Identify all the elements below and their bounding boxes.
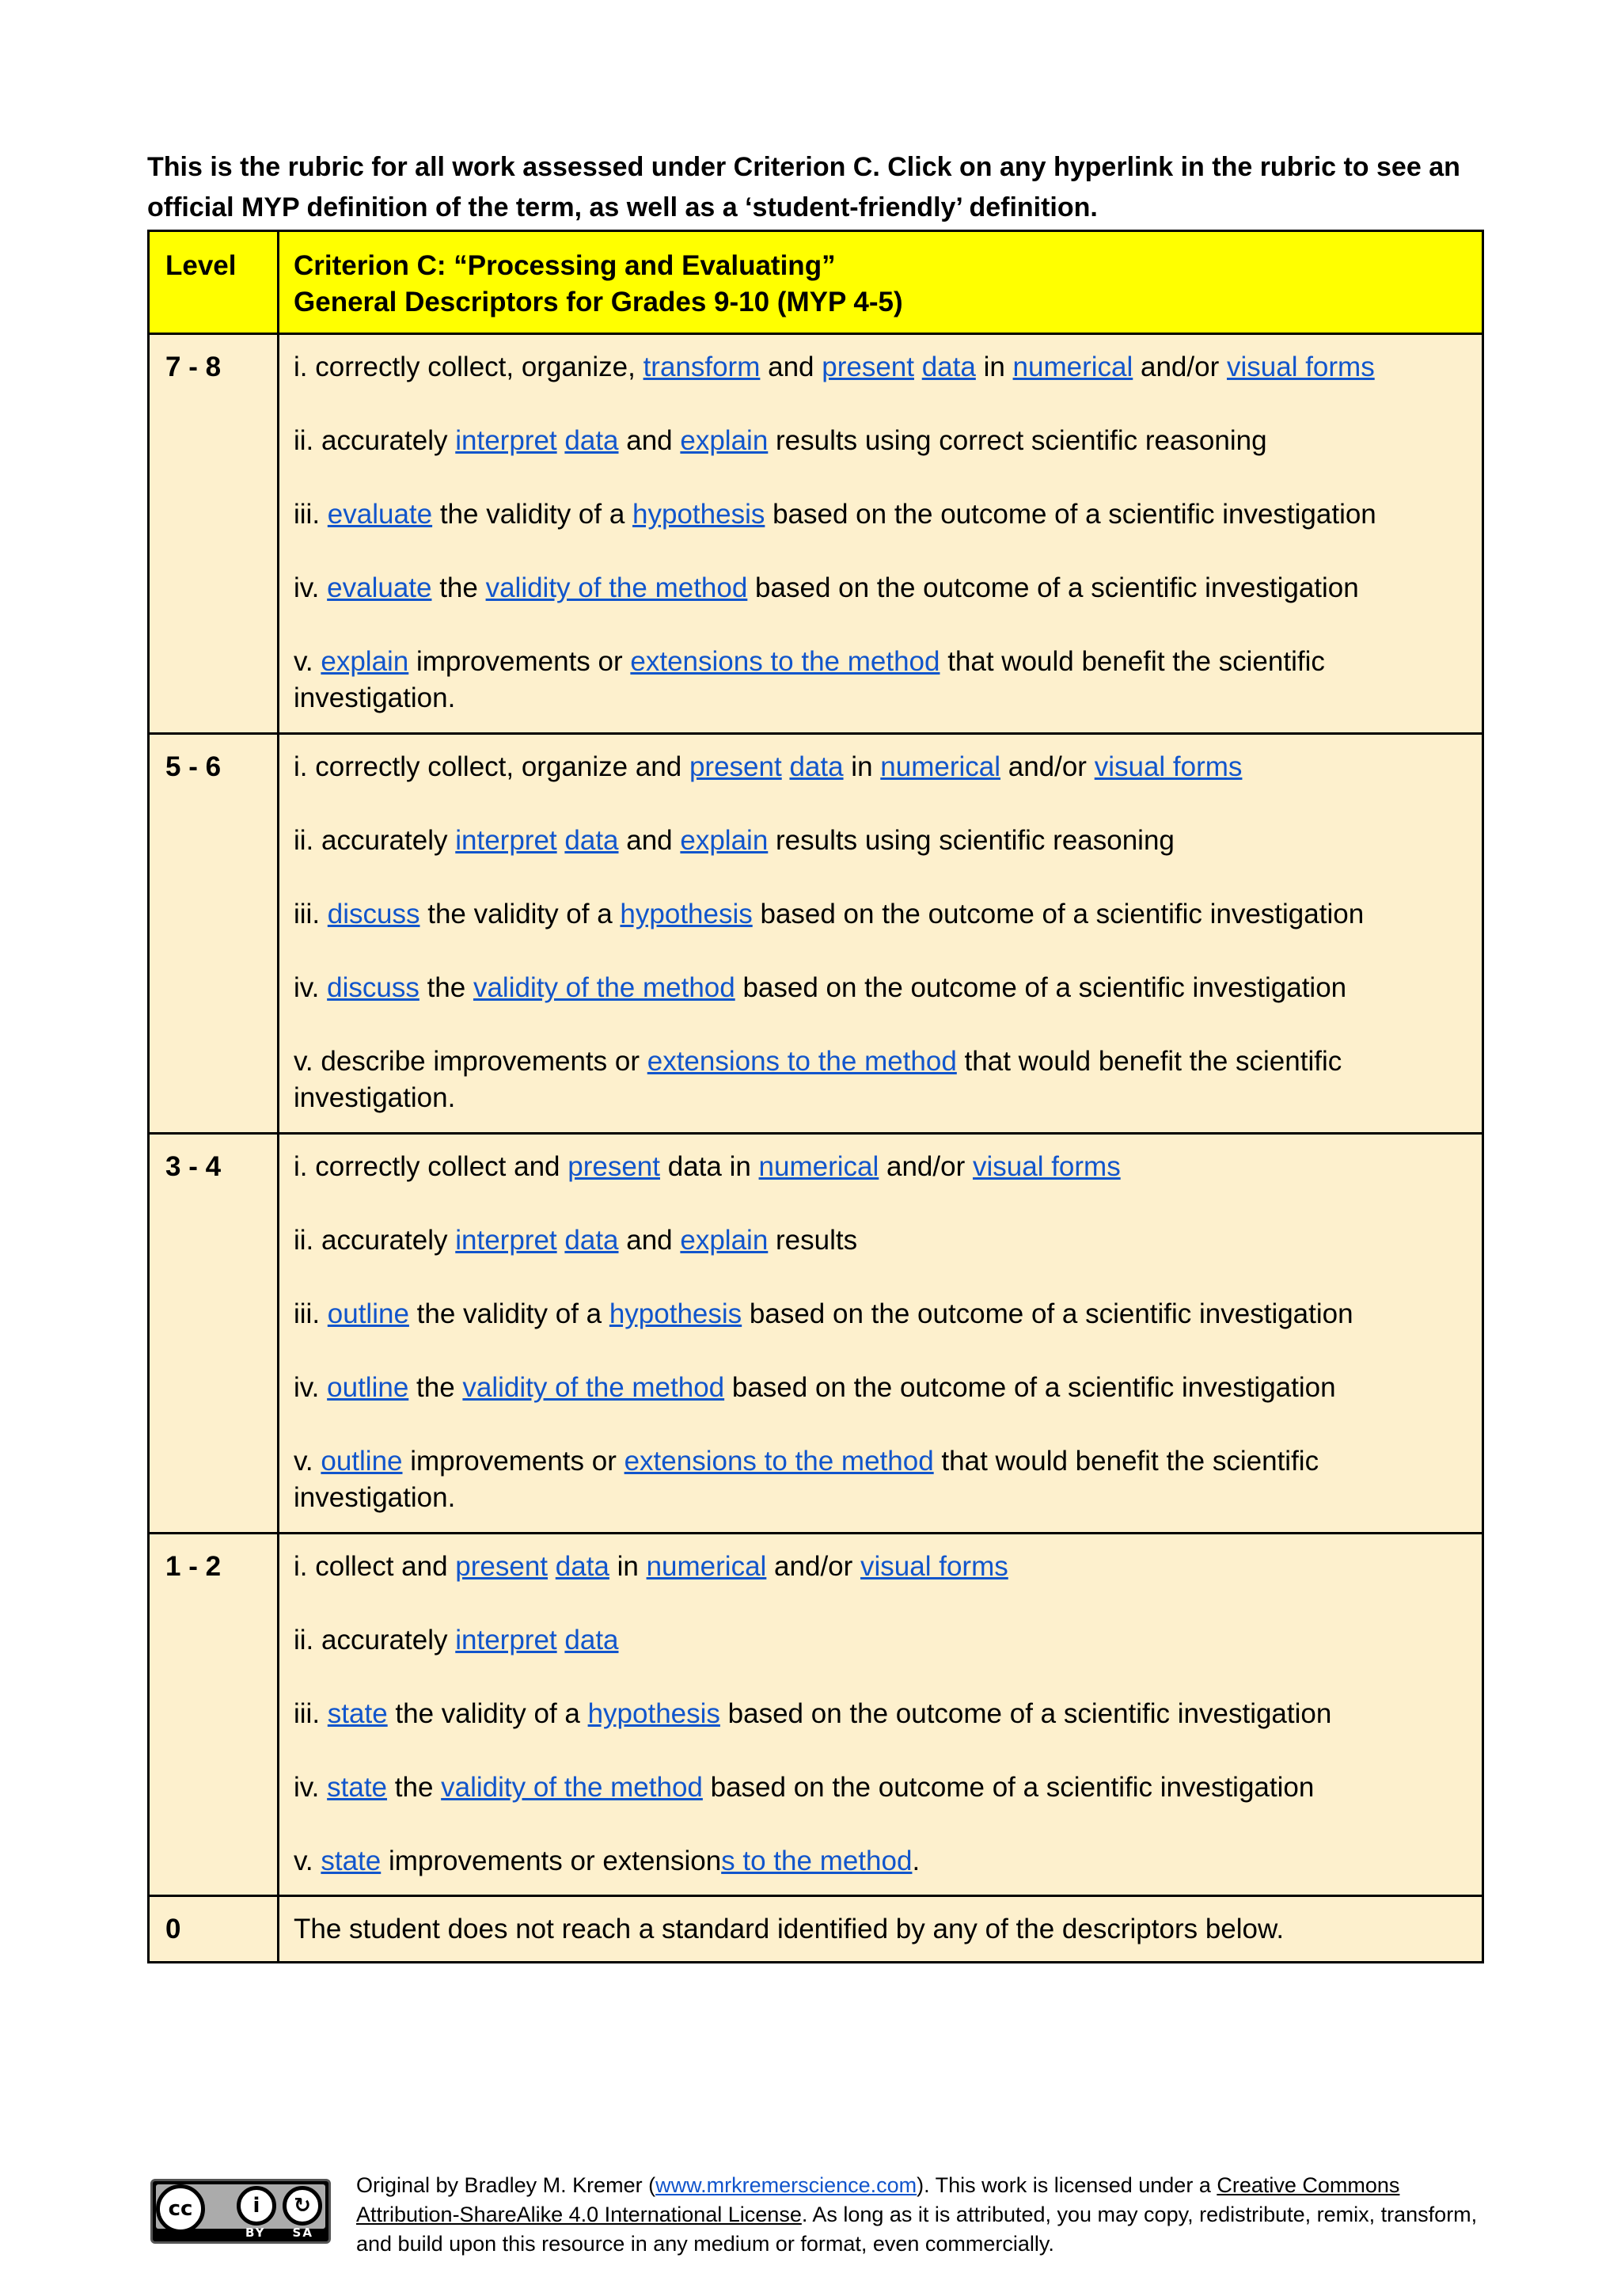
term-link-explain[interactable]: explain: [680, 825, 769, 856]
term-link-transform[interactable]: transform: [643, 352, 761, 382]
term-link-interpret[interactable]: interpret: [455, 1625, 557, 1655]
descriptor-item: [294, 749, 1466, 785]
by-attribution-icon: i: [237, 2186, 276, 2226]
level-header: Level: [149, 231, 279, 334]
descriptor-text: iv.: [294, 972, 328, 1003]
term-link-data[interactable]: data: [789, 751, 844, 782]
descriptor-text: improvements or: [408, 646, 631, 677]
term-link-discuss[interactable]: discuss: [327, 899, 420, 929]
descriptor-text: i. correctly collect, organize,: [294, 352, 643, 382]
descriptor-text: improvements or: [402, 1446, 624, 1477]
descriptor-text: .: [912, 1846, 921, 1876]
descriptor-item: [294, 1843, 1466, 1880]
term-link-outline[interactable]: outline: [321, 1446, 403, 1477]
term-link-present[interactable]: present: [822, 352, 914, 382]
descriptor-text: based on the outcome of a scientific investigation: [719, 1698, 1332, 1729]
term-link-hypothesis[interactable]: hypothesis: [609, 1298, 742, 1329]
term-link-visual-forms[interactable]: visual forms: [1226, 352, 1375, 382]
sa-label: SA: [292, 2226, 313, 2240]
descriptor-cell: [279, 334, 1483, 734]
term-link-validity-of-the-method[interactable]: validity of the method: [473, 972, 735, 1003]
descriptor-text: that would benefit the scientific investigation.: [294, 1446, 1319, 1513]
term-link-data[interactable]: data: [564, 1225, 619, 1256]
descriptor-text: results: [768, 1225, 858, 1256]
descriptor-text: iii.: [294, 1298, 328, 1329]
descriptor-text: [557, 825, 565, 856]
cc-by-sa-badge-icon[interactable]: [150, 2179, 331, 2244]
band-row-7-8: [149, 334, 1483, 734]
intro-text: This is the rubric for all work assessed under Criterion C. Click on any hyperlink in the rubric to see an official MYP definition of the term, as well as a ‘student-friendly’ definition.: [147, 152, 1460, 222]
descriptor-text: the validity of a: [387, 1698, 588, 1729]
descriptor-item: [294, 1149, 1466, 1185]
term-link-hypothesis[interactable]: hypothesis: [587, 1698, 720, 1729]
term-link-hypothesis[interactable]: hypothesis: [620, 899, 753, 929]
descriptor-text: and: [618, 1225, 681, 1256]
level-cell: 3 - 4: [149, 1134, 279, 1534]
rubric-table: [147, 230, 1484, 1963]
band-row-3-4: [149, 1134, 1483, 1534]
descriptor-item: [294, 1622, 1466, 1659]
descriptor-text: based on the outcome of a scientific investigation: [747, 572, 1359, 603]
descriptor-text: results using correct scientific reasoning: [768, 425, 1267, 456]
term-link-numerical[interactable]: numerical: [1012, 352, 1133, 382]
descriptor-item: [294, 1043, 1466, 1116]
descriptor-text: v. describe improvements or: [294, 1046, 647, 1077]
descriptor-text: the validity of a: [419, 899, 621, 929]
level-cell: 5 - 6: [149, 734, 279, 1134]
descriptor-text: that would benefit the scientific investigation.: [294, 1046, 1342, 1113]
website-link[interactable]: www.mrkremerscience.com: [655, 2173, 917, 2197]
term-link-numerical[interactable]: numerical: [880, 751, 1000, 782]
descriptor-item: [294, 1443, 1466, 1516]
descriptor-item: [294, 644, 1466, 717]
license-footer: [356, 2171, 1480, 2259]
descriptor-text: based on the outcome of a scientific investigation: [765, 499, 1376, 530]
descriptor-text: [914, 352, 922, 382]
term-link-validity-of-the-method[interactable]: validity of the method: [485, 572, 748, 603]
term-link-present[interactable]: present: [568, 1151, 660, 1182]
descriptor-text: that would benefit the scientific investigation.: [294, 646, 1325, 713]
descriptor-text: data in: [660, 1151, 759, 1182]
band-row-1-2: [149, 1534, 1483, 1896]
term-link-data[interactable]: data: [555, 1551, 609, 1582]
sa-sharealike-icon: ↻: [283, 2186, 322, 2226]
level-cell: 1 - 2: [149, 1534, 279, 1896]
term-link-state[interactable]: state: [321, 1846, 382, 1876]
term-link-present[interactable]: present: [455, 1551, 549, 1582]
descriptor-text: ii. accurately: [294, 825, 456, 856]
term-link-present[interactable]: present: [689, 751, 782, 782]
descriptor-cell: [279, 734, 1483, 1134]
descriptor-text: [557, 425, 565, 456]
term-link-extensions-to-the-method[interactable]: extensions to the method: [647, 1046, 957, 1077]
term-link-outline[interactable]: outline: [327, 1372, 409, 1403]
term-link-evaluate[interactable]: evaluate: [327, 572, 432, 603]
band-row-0: [149, 1896, 1483, 1963]
descriptor-text: ii. accurately: [294, 425, 456, 456]
descriptor-text: iii.: [294, 499, 328, 530]
descriptor-text: i. correctly collect, organize and: [294, 751, 689, 782]
descriptor-text: and/or: [766, 1551, 861, 1582]
descriptor-text: in: [609, 1551, 647, 1582]
descriptor-item: [294, 496, 1466, 533]
descriptor-text: and: [760, 352, 822, 382]
level-cell: 7 - 8: [149, 334, 279, 734]
descriptor-text: and/or: [1000, 751, 1095, 782]
descriptor-text: v.: [294, 1446, 321, 1477]
term-link-validity-of-the-method[interactable]: validity of the method: [462, 1372, 725, 1403]
descriptor-item: [294, 970, 1466, 1006]
term-link-validity-of-the-method[interactable]: validity of the method: [441, 1772, 703, 1803]
term-link-discuss[interactable]: discuss: [327, 972, 419, 1003]
descriptor-text: iv.: [294, 1772, 328, 1803]
descriptor-text: based on the outcome of a scientific investigation: [735, 972, 1347, 1003]
criterion-subtitle: General Descriptors for Grades 9-10 (MYP 4-5): [294, 287, 903, 317]
descriptor-text: the: [387, 1772, 442, 1803]
term-link-evaluate[interactable]: evaluate: [327, 499, 433, 530]
footer-text-3: . As long as it is attributed, you may copy, redistribute, remix, transform, and build upon this resource in any medium or format, even commercially.: [356, 2203, 1478, 2256]
descriptor-text: and: [618, 425, 681, 456]
descriptor-text: based on the outcome of a scientific investigation: [724, 1372, 1336, 1403]
descriptor-text: iv.: [294, 1372, 328, 1403]
descriptor-text: the: [431, 572, 486, 603]
descriptor-text: [557, 1625, 565, 1655]
descriptor-text: and: [618, 825, 681, 856]
term-link-interpret[interactable]: interpret: [455, 825, 557, 856]
descriptor-text: i. collect and: [294, 1551, 456, 1582]
term-link-visual-forms[interactable]: visual forms: [860, 1551, 1008, 1582]
descriptor-text: based on the outcome of a scientific investigation: [742, 1298, 1353, 1329]
term-link-explain[interactable]: explain: [680, 1225, 769, 1256]
term-link-interpret[interactable]: interpret: [455, 1225, 557, 1256]
descriptor-text: the validity of a: [432, 499, 633, 530]
descriptor-text: in: [843, 751, 881, 782]
term-link-explain[interactable]: explain: [680, 425, 769, 456]
rubric-header-row: [149, 231, 1483, 334]
descriptor-text: iv.: [294, 572, 328, 603]
descriptor-text: v.: [294, 1846, 321, 1876]
term-link-state[interactable]: state: [327, 1772, 388, 1803]
term-link-interpret[interactable]: interpret: [455, 425, 557, 456]
descriptor-cell: The student does not reach a standard identified by any of the descriptors below.: [279, 1896, 1483, 1963]
by-label: BY: [245, 2226, 266, 2240]
descriptor-item: [294, 1296, 1466, 1332]
descriptor-item: [294, 570, 1466, 606]
term-link-visual-forms[interactable]: visual forms: [1094, 751, 1243, 782]
descriptor-item: [294, 1549, 1466, 1585]
term-link-explain[interactable]: explain: [321, 646, 409, 677]
descriptor-text: based on the outcome of a scientific investigation: [702, 1772, 1315, 1803]
level-cell: 0: [149, 1896, 279, 1963]
descriptor-text: iii.: [294, 899, 328, 929]
descriptor-text: the: [419, 972, 473, 1003]
descriptor-item: [294, 1370, 1466, 1406]
descriptor-text: improvements or extension: [381, 1846, 722, 1876]
descriptor-text: results using scientific reasoning: [768, 825, 1175, 856]
descriptor-text: iii.: [294, 1698, 328, 1729]
descriptor-text: in: [975, 352, 1013, 382]
descriptor-text: the: [408, 1372, 463, 1403]
descriptor-text: ii. accurately: [294, 1225, 456, 1256]
descriptor-text: v.: [294, 646, 321, 677]
term-link-outline[interactable]: outline: [327, 1298, 409, 1329]
term-link-numerical[interactable]: numerical: [758, 1151, 879, 1182]
descriptor-item: [294, 349, 1466, 386]
term-link-hypothesis[interactable]: hypothesis: [632, 499, 765, 530]
descriptor-text: [782, 751, 790, 782]
criterion-title: Criterion C: “Processing and Evaluating”: [294, 250, 836, 281]
term-link-extensions-to-the-method[interactable]: extensions to the method: [630, 646, 940, 677]
descriptor-item: [294, 823, 1466, 859]
descriptor-item: [294, 423, 1466, 459]
descriptor-item: [294, 1770, 1466, 1806]
criterion-header: [279, 231, 1483, 334]
descriptor-text: i. correctly collect and: [294, 1151, 568, 1182]
descriptor-item: [294, 1696, 1466, 1732]
license-link[interactable]: Creative Commons Attribution-ShareAlike 4.0 International License: [356, 2173, 1400, 2226]
descriptor-text: [548, 1551, 556, 1582]
term-link-extensions-to-the-method[interactable]: extensions to the method: [624, 1446, 934, 1477]
descriptor-text: the validity of a: [408, 1298, 609, 1329]
term-link-numerical[interactable]: numerical: [646, 1551, 767, 1582]
term-link-data[interactable]: data: [564, 425, 619, 456]
term-link-data[interactable]: data: [921, 352, 976, 382]
footer-text-2: ). This work is licensed under a: [917, 2173, 1217, 2197]
term-link-visual-forms[interactable]: visual forms: [972, 1151, 1121, 1182]
descriptor-text: and/or: [879, 1151, 973, 1182]
descriptor-text: based on the outcome of a scientific investigation: [752, 899, 1365, 929]
badge-labels: [232, 2226, 327, 2240]
term-link-data[interactable]: data: [564, 825, 619, 856]
descriptor-text: [557, 1225, 565, 1256]
band-row-5-6: [149, 734, 1483, 1134]
descriptor-item: [294, 896, 1466, 933]
descriptor-text: ii. accurately: [294, 1625, 456, 1655]
descriptor-cell: [279, 1134, 1483, 1534]
footer-text-1: Original by Bradley M. Kremer (: [356, 2173, 656, 2197]
cc-logo-icon: cc: [156, 2184, 205, 2233]
term-link-s-to-the-method[interactable]: s to the method: [721, 1846, 913, 1876]
descriptor-text: and/or: [1133, 352, 1227, 382]
term-link-data[interactable]: data: [564, 1625, 619, 1655]
descriptor-cell: [279, 1534, 1483, 1896]
descriptor-item: [294, 1222, 1466, 1259]
term-link-state[interactable]: state: [327, 1698, 388, 1729]
